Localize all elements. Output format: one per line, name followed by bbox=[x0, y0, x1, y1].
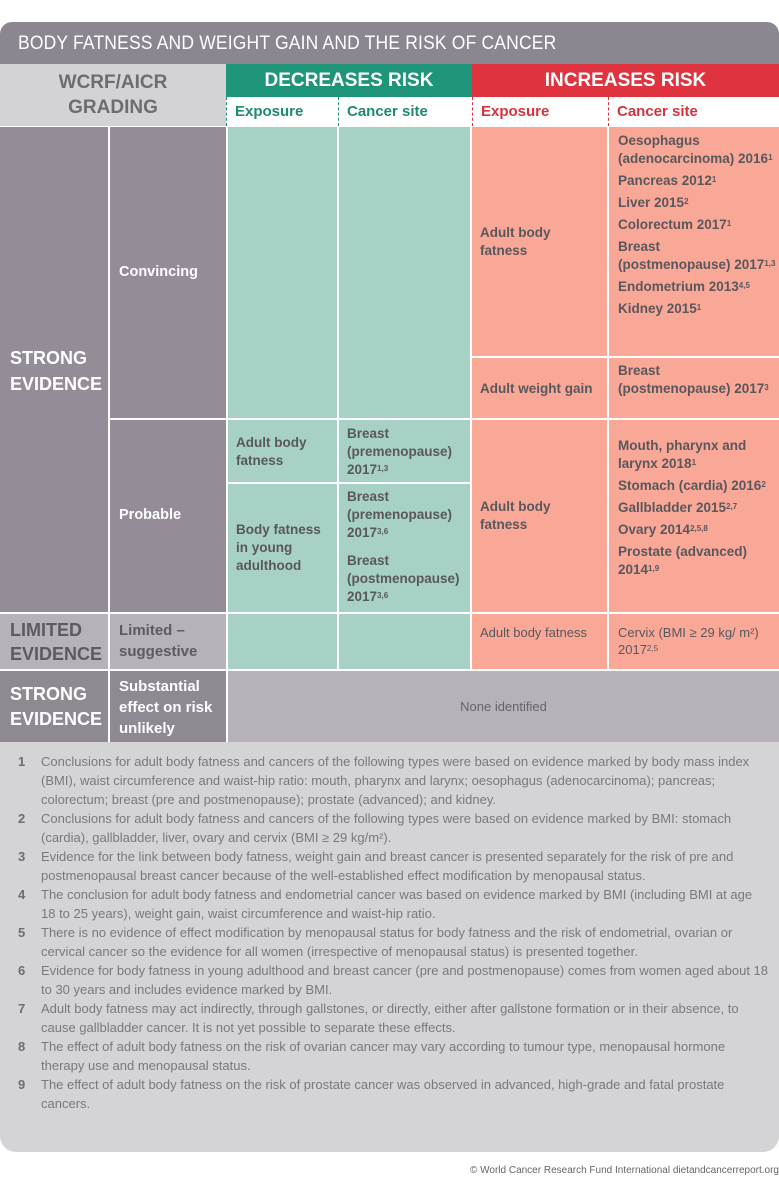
footnote-reference: 1 bbox=[696, 303, 702, 312]
footnote-text: Conclusions for adult body fatness and cancers of the following types were based on evidence marked by body mass index (BMI), waist circumference and waist-hip ratio: mouth, pharynx and larynx; oesophagus (adenocarcinoma); pancreas; colorectum; breast (pre and postmenopause); prostate (advanced); and kidney. bbox=[41, 754, 750, 807]
probable-decrease-exposure-2: Body fatness in young adulthood bbox=[236, 522, 321, 573]
footnote-text: Evidence for the link between body fatness, weight gain and breast cancer is presented separately for the risk of pre and postmenopausal breast cancer because of the well-established effect modification by menopausal status. bbox=[41, 849, 734, 883]
substantial-grade-label: Substantial effect on risk unlikely bbox=[119, 678, 213, 737]
footnote-reference: 3,6 bbox=[377, 527, 389, 536]
footnote-number: 8 bbox=[18, 1039, 26, 1054]
increases-risk-header: INCREASES RISK bbox=[472, 64, 779, 97]
probable-decrease-sites-2 bbox=[347, 488, 469, 610]
limited-increase-exposure-cell bbox=[472, 614, 607, 669]
footnote-item bbox=[18, 961, 768, 999]
footnote-item bbox=[18, 752, 768, 809]
cancer-site-item bbox=[347, 488, 469, 542]
limited-increase-site-text: Cervix (BMI ≥ 29 kg/ m²) 2017 bbox=[618, 625, 759, 657]
increase-cancer-site-header: Cancer site bbox=[608, 97, 779, 126]
cancer-site-item bbox=[347, 425, 469, 479]
footnote-reference: 3,6 bbox=[377, 591, 389, 600]
limited-decrease-exposure-cell bbox=[228, 614, 337, 669]
cancer-site-text: Stomach (cardia) 2016 bbox=[618, 478, 762, 493]
cancer-site-item bbox=[618, 216, 776, 234]
footnote-text: The effect of adult body fatness on the risk of prostate cancer was observed in advanced, high-grade and fatal prostate cancers. bbox=[41, 1077, 725, 1111]
cancer-site-item bbox=[618, 238, 776, 274]
probable-label: Probable bbox=[119, 507, 182, 523]
probable-decrease-exposure-1: Adult body fatness bbox=[236, 435, 307, 468]
cancer-site-text: Prostate (advanced) 2014 bbox=[618, 544, 748, 577]
cancer-site-text: Endometrium 2013 bbox=[618, 279, 739, 294]
convincing-decrease-site-cell bbox=[339, 127, 470, 418]
cancer-site-item bbox=[618, 300, 776, 318]
footnote-text: Adult body fatness may act indirectly, through gallstones, or directly, either after gallstone formation or in their absence, to cause gallbladder cancer. It is not yet possible to separate these effects. bbox=[41, 1001, 739, 1035]
footnote-item bbox=[18, 923, 768, 961]
cancer-site-text: Oesophagus (adenocarcinoma) 2016 bbox=[618, 133, 769, 166]
footnote-number: 6 bbox=[18, 963, 26, 978]
cancer-site-item bbox=[618, 362, 776, 398]
convincing-decrease-exposure-cell bbox=[228, 127, 337, 418]
footnote-item bbox=[18, 999, 768, 1037]
footnote-reference: 1,3 bbox=[764, 259, 776, 268]
probable-increase-sites bbox=[618, 437, 776, 583]
footnote-item bbox=[18, 847, 768, 885]
probable-increase-exposure: Adult body fatness bbox=[480, 499, 551, 532]
footnote-number: 3 bbox=[18, 849, 26, 864]
cancer-site-text: Breast (postmenopause) 2017 bbox=[618, 239, 765, 272]
strong-label-line-2: EVIDENCE bbox=[10, 374, 103, 394]
grading-header-label bbox=[0, 70, 226, 120]
cancer-site-item bbox=[618, 278, 776, 296]
footnote-item bbox=[18, 885, 768, 923]
limited-evidence-label bbox=[10, 618, 102, 666]
grading-line-2: GRADING bbox=[68, 97, 158, 118]
footnote-text: There is no evidence of effect modification by menopausal status for body fatness and the risk of endometrial, ovarian or cervical cancer so the evidence for all women (irrespective of menopausal status) is presented together. bbox=[41, 925, 733, 959]
footnote-number: 1 bbox=[18, 754, 26, 769]
limited-grade-label: Limited – suggestive bbox=[119, 622, 198, 660]
cancer-site-text: Breast (postmenopause) 2017 bbox=[618, 363, 765, 396]
limited-increase-site bbox=[618, 624, 768, 658]
footnote-number: 5 bbox=[18, 925, 26, 940]
footnote-item bbox=[18, 809, 768, 847]
convincing-label: Convincing bbox=[119, 264, 198, 280]
strong-unlikely-line-1: STRONG bbox=[10, 684, 88, 704]
footnote-number: 7 bbox=[18, 1001, 26, 1016]
convincing-increase-sites-2 bbox=[618, 362, 776, 402]
footnote-number: 4 bbox=[18, 887, 26, 902]
footnote-reference: 1 bbox=[726, 219, 732, 228]
footnote-reference: 2,5,8 bbox=[690, 524, 708, 533]
decrease-exposure-header: Exposure bbox=[226, 97, 338, 126]
footnote-number: 9 bbox=[18, 1077, 26, 1092]
cancer-site-text: Mouth, pharynx and larynx 2018 bbox=[618, 438, 747, 471]
footnote-text: The conclusion for adult body fatness and endometrial cancer was based on evidence marked by BMI (including BMI at age 18 to 25 years), weight gain, waist circumference and waist-hip ratio. bbox=[41, 887, 753, 921]
cancer-site-item bbox=[618, 194, 776, 212]
footnote-text: Conclusions for adult body fatness and cancers of the following types were based on evidence marked by BMI: stomach (cardia), gallbladder, liver, ovary and cervix (BMI ≥ 29 kg/m²). bbox=[41, 811, 732, 845]
footnote-text: Evidence for body fatness in young adulthood and breast cancer (pre and postmenopause) comes from women aged about 18 to 30 years and includes evidence marked by BMI. bbox=[41, 963, 769, 997]
cancer-site-item bbox=[618, 477, 776, 495]
cancer-site-item bbox=[618, 132, 776, 168]
cancer-site-item bbox=[618, 437, 776, 473]
copyright-text: © World Cancer Research Fund International dietandcancerreport.org bbox=[469, 1165, 779, 1176]
footnote-reference: 1,3 bbox=[377, 464, 389, 473]
cancer-site-text: Breast (premenopause) 2017 bbox=[347, 426, 453, 477]
strong-unlikely-label bbox=[10, 682, 102, 732]
strong-evidence-label bbox=[10, 345, 102, 397]
footnote-reference: 1 bbox=[768, 153, 773, 162]
cancer-site-item bbox=[618, 543, 776, 579]
footnote-item bbox=[18, 1075, 768, 1113]
footnote-reference: 2 bbox=[684, 197, 689, 206]
page-title: BODY FATNESS AND WEIGHT GAIN AND THE RISK OF CANCER bbox=[18, 33, 557, 54]
decreases-risk-header: DECREASES RISK bbox=[226, 64, 472, 97]
footnote-reference: 2 bbox=[761, 480, 766, 489]
footnote-text: The effect of adult body fatness on the risk of ovarian cancer may vary according to tumour type, menopausal hormone therapy use and menopausal status. bbox=[41, 1039, 726, 1073]
probable-decrease-sites-1 bbox=[347, 425, 469, 483]
cancer-site-text: Gallbladder 2015 bbox=[618, 500, 727, 515]
increase-exposure-header: Exposure bbox=[472, 97, 608, 126]
limited-label-line-1: LIMITED bbox=[10, 620, 82, 640]
footnotes-panel bbox=[0, 742, 779, 1152]
limited-increase-exposure: Adult body fatness bbox=[480, 625, 587, 640]
cancer-site-text: Liver 2015 bbox=[618, 195, 685, 210]
limited-label-line-2: EVIDENCE bbox=[10, 644, 103, 664]
cancer-site-item bbox=[618, 521, 776, 539]
footnote-number: 2 bbox=[18, 811, 26, 826]
convincing-increase-exposure-2: Adult weight gain bbox=[480, 381, 593, 396]
cancer-site-text: Kidney 2015 bbox=[618, 301, 697, 316]
strong-unlikely-line-2: EVIDENCE bbox=[10, 709, 103, 729]
cancer-site-text: Breast (premenopause) 2017 bbox=[347, 489, 453, 540]
limited-decrease-site-cell bbox=[339, 614, 470, 669]
footnote-reference: 3 bbox=[764, 383, 769, 392]
cancer-site-text: Colorectum 2017 bbox=[618, 217, 727, 232]
cancer-site-text: Pancreas 2012 bbox=[618, 173, 712, 188]
footnote-item bbox=[18, 1037, 768, 1075]
footnote-reference: 1 bbox=[691, 458, 697, 467]
decrease-cancer-site-header: Cancer site bbox=[338, 97, 472, 126]
strong-label-line-1: STRONG bbox=[10, 348, 88, 368]
footnote-reference: 1,9 bbox=[648, 564, 660, 573]
cancer-site-text: Breast (postmenopause) 2017 bbox=[347, 553, 460, 604]
limited-increase-site-footnote: 2,5 bbox=[646, 644, 659, 653]
cancer-site-text: Ovary 2014 bbox=[618, 522, 691, 537]
grading-line-1: WCRF/AICR bbox=[58, 72, 168, 93]
convincing-increase-sites-1 bbox=[618, 132, 776, 322]
convincing-increase-exposure-1: Adult body fatness bbox=[480, 225, 551, 258]
footnote-reference: 1 bbox=[711, 175, 717, 184]
footnote-reference: 2,7 bbox=[726, 502, 738, 511]
none-identified-text: None identified bbox=[460, 699, 547, 714]
cancer-site-item bbox=[618, 499, 776, 517]
cancer-site-item bbox=[618, 172, 776, 190]
footnote-reference: 4,5 bbox=[738, 281, 750, 290]
cancer-site-item bbox=[347, 552, 469, 606]
